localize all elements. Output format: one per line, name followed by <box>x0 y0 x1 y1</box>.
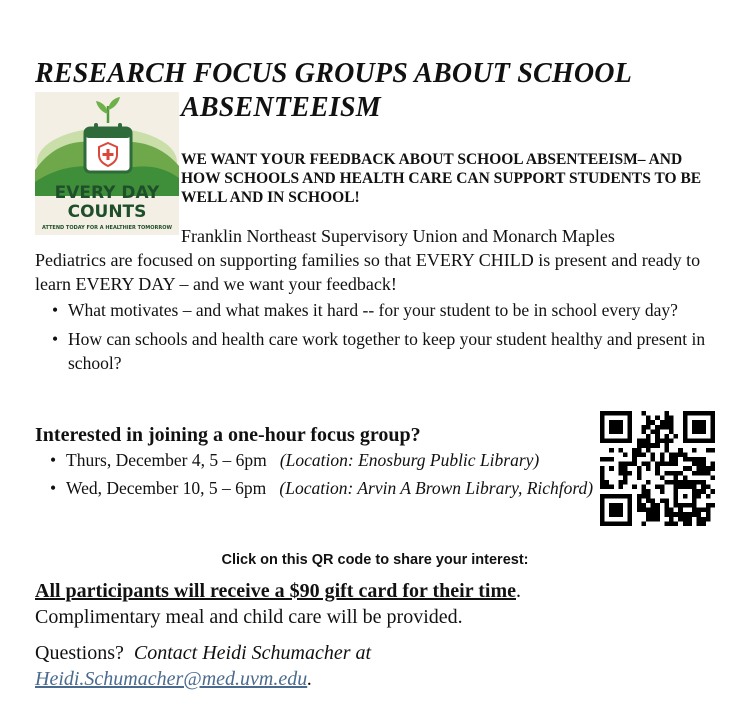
list-item: • What motivates – and what makes it hard -- for your student to be in school every day? <box>52 298 722 322</box>
session-list <box>50 448 595 504</box>
question-text: How can schools and health care work together to keep your student healthy and present in school? <box>68 329 706 373</box>
call-to-action: Interested in joining a one-hour focus group? <box>35 424 421 446</box>
gift-card-text: All participants will receive a $90 gift card for their time <box>35 580 517 602</box>
intro-rest: Pediatrics are focused on supporting families so that EVERY CHILD is present and ready to learn EVERY DAY – and we want your feedback! <box>35 250 701 294</box>
email-period: . <box>307 668 313 690</box>
logo-tagline: ATTEND TODAY FOR A HEALTHIER TOMORROW <box>42 225 172 231</box>
session-location: (Location: Arvin A Brown Library, Richford) <box>279 478 594 498</box>
contact-text: Contact Heidi Schumacher at <box>133 642 372 664</box>
session-location: (Location: Enosburg Public Library) <box>279 450 540 470</box>
meal-notice: Complimentary meal and child care will be provided. <box>35 606 463 628</box>
list-item: • Wed, December 10, 5 – 6pm (Location: Arvin A Brown Library, Richford) <box>50 478 594 498</box>
list-item: • Thurs, December 4, 5 – 6pm (Location: Enosburg Public Library) <box>50 450 540 470</box>
qr-code[interactable] <box>600 411 715 526</box>
intro-line-1: Franklin Northeast Supervisory Union and Monarch Maples <box>181 226 615 246</box>
logo-text-line-2: COUNTS <box>67 202 147 222</box>
gift-card-notice <box>35 580 521 603</box>
question-list <box>52 298 722 380</box>
lead-heading: WE WANT YOUR FEEDBACK ABOUT SCHOOL ABSENTEEISM– AND HOW SCHOOLS AND HEALTH CARE CAN SUPPORT STUDENTS TO BE WELL AND IN SCHOOL! <box>181 151 702 206</box>
title-line-2: ABSENTEEISM <box>181 92 381 123</box>
gift-card-period: . <box>516 580 522 602</box>
session-time: Thurs, December 4, 5 – 6pm <box>66 450 267 470</box>
question-text: What motivates – and what makes it hard -- for your student to be in school every day? <box>68 300 678 320</box>
questions-line <box>35 642 371 665</box>
qr-instruction: Click on this QR code to share your interest: <box>221 552 529 568</box>
email-link[interactable]: Heidi.Schumacher@med.uvm.edu <box>35 668 308 690</box>
title-line-1: RESEARCH FOCUS GROUPS ABOUT SCHOOL <box>35 58 633 89</box>
email-line <box>35 668 312 691</box>
every-day-counts-logo <box>35 92 179 235</box>
intro-paragraph <box>35 224 725 296</box>
questions-label: Questions? <box>35 642 124 664</box>
list-item: • How can schools and health care work together to keep your student healthy and present in school? <box>52 327 722 375</box>
logo-text-line-1: EVERY DAY <box>54 183 160 203</box>
session-time: Wed, December 10, 5 – 6pm <box>66 478 267 498</box>
